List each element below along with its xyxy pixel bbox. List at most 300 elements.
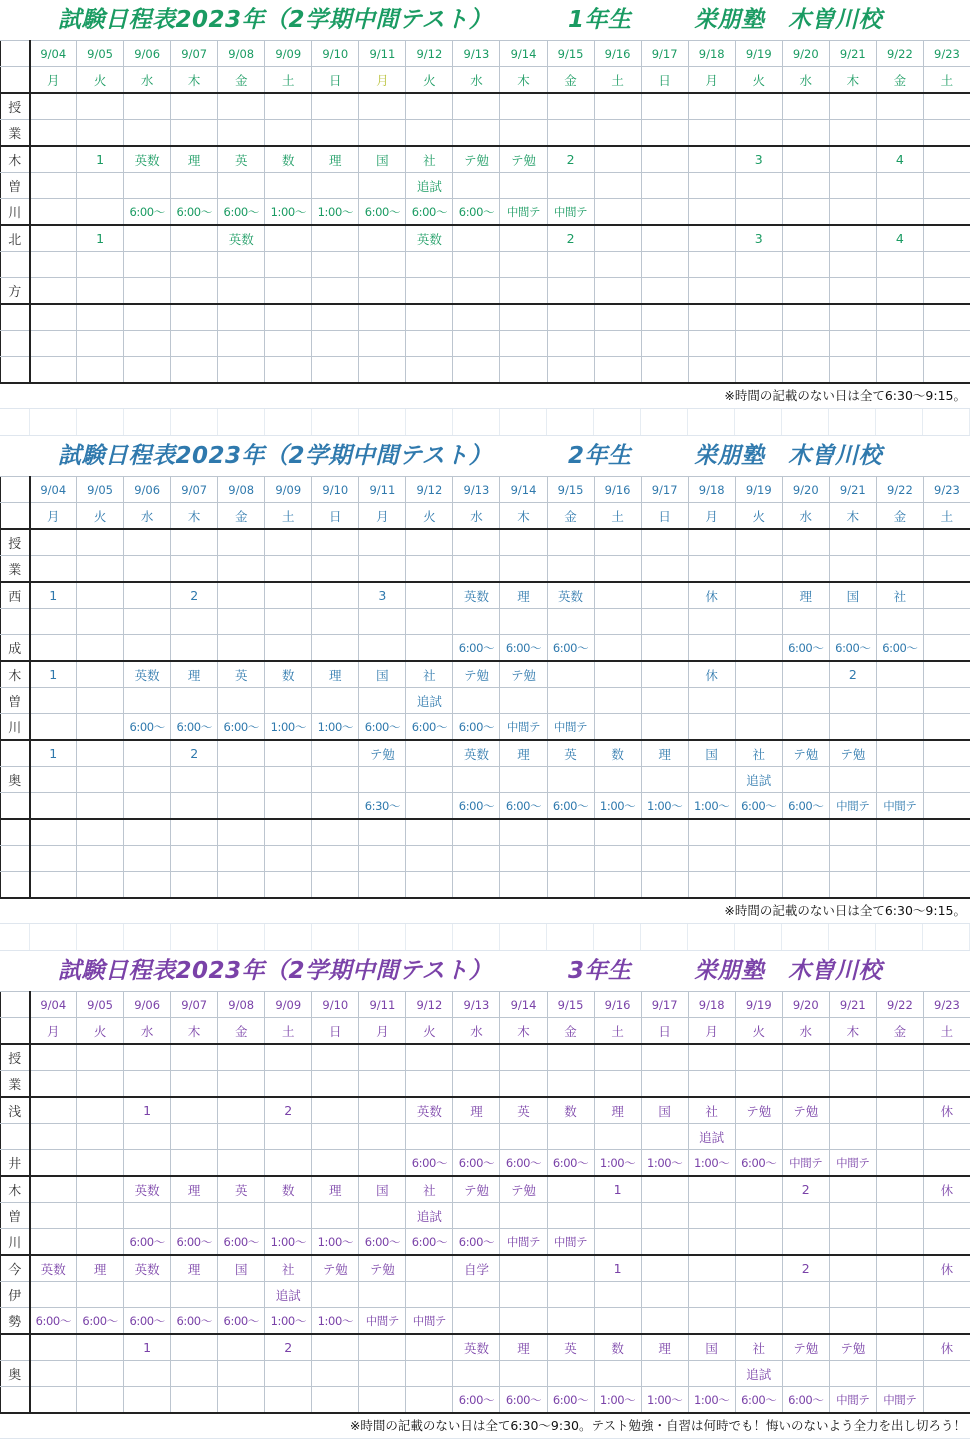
- schedule-cell: [218, 740, 265, 767]
- schedule-cell: [30, 1071, 77, 1098]
- weekday-cell: 日: [312, 503, 359, 530]
- schedule-cell: 英数: [453, 1334, 500, 1361]
- schedule-cell: [77, 582, 124, 609]
- schedule-cell: [406, 793, 453, 820]
- date-cell: 9/20: [782, 477, 829, 503]
- schedule-cell: [735, 714, 782, 741]
- schedule-cell: [406, 556, 453, 583]
- schedule-cell: [688, 120, 735, 147]
- schedule-cell: 6:00～: [124, 1308, 171, 1335]
- schedule-cell: [218, 1361, 265, 1387]
- schedule-cell: [547, 1071, 594, 1098]
- schedule-cell: [359, 767, 406, 793]
- schedule-cell: 6:00～: [171, 199, 218, 226]
- schedule-cell: [547, 278, 594, 305]
- schedule-cell: [547, 357, 594, 384]
- schedule-cell: [124, 1044, 171, 1071]
- schedule-cell: [312, 1282, 359, 1308]
- weekday-cell: 金: [876, 503, 923, 530]
- schedule-cell: [829, 1203, 876, 1229]
- schedule-cell: [124, 252, 171, 278]
- schedule-cell: [923, 146, 970, 173]
- date-cell: 9/05: [77, 992, 124, 1018]
- schedule-cell: [876, 1150, 923, 1177]
- spacer-row: [0, 409, 970, 436]
- weekday-cell: 木: [171, 67, 218, 94]
- schedule-cell: [30, 146, 77, 173]
- weekday-cell: 月: [359, 1018, 406, 1045]
- row-label: [1, 357, 30, 384]
- date-cell: 9/10: [312, 992, 359, 1018]
- schedule-cell: [688, 278, 735, 305]
- schedule-cell: [30, 529, 77, 556]
- schedule-cell: [547, 1282, 594, 1308]
- schedule-cell: [359, 1150, 406, 1177]
- schedule-cell: 6:00～: [782, 1387, 829, 1414]
- row-label: 授: [1, 529, 30, 556]
- schedule-row: [1, 1361, 970, 1387]
- schedule-cell: [641, 93, 688, 120]
- schedule-cell: [406, 331, 453, 357]
- weekday-cell: 月: [359, 67, 406, 94]
- schedule-cell: [876, 688, 923, 714]
- weekday-cell: 火: [77, 67, 124, 94]
- schedule-cell: [406, 357, 453, 384]
- schedule-cell: [218, 173, 265, 199]
- schedule-cell: [453, 93, 500, 120]
- schedule-cell: [594, 199, 641, 226]
- schedule-cell: 理: [171, 146, 218, 173]
- schedule-cell: [218, 1387, 265, 1414]
- row-label: 川: [1, 1229, 30, 1256]
- date-cell: 9/07: [171, 41, 218, 67]
- schedule-cell: [124, 278, 171, 305]
- date-cell: 9/12: [406, 41, 453, 67]
- schedule-cell: [312, 1044, 359, 1071]
- schedule-cell: [77, 1361, 124, 1387]
- date-cell: 9/16: [594, 992, 641, 1018]
- schedule-cell: [829, 331, 876, 357]
- schedule-cell: [453, 357, 500, 384]
- row-label: [1, 1124, 30, 1150]
- weekday-cell: 日: [641, 67, 688, 94]
- schedule-cell: [77, 1203, 124, 1229]
- footnote: ※時間の記載のない日は全て6:30～9:15。: [0, 899, 970, 924]
- date-cell: 9/14: [500, 992, 547, 1018]
- schedule-cell: [265, 304, 312, 331]
- schedule-cell: [218, 556, 265, 583]
- weekday-cell: 木: [500, 1018, 547, 1045]
- date-cell: 9/19: [735, 992, 782, 1018]
- schedule-cell: [876, 609, 923, 635]
- schedule-cell: [171, 225, 218, 252]
- schedule-cell: [453, 225, 500, 252]
- schedule-cell: [782, 1203, 829, 1229]
- date-cell: 9/20: [782, 992, 829, 1018]
- schedule-cell: 6:00～: [218, 714, 265, 741]
- date-cell: 9/23: [923, 41, 970, 67]
- schedule-cell: [171, 793, 218, 820]
- schedule-cell: [594, 1229, 641, 1256]
- schedule-cell: [641, 304, 688, 331]
- schedule-row: [1, 1334, 970, 1361]
- schedule-cell: [30, 688, 77, 714]
- schedule-cell: [594, 635, 641, 662]
- schedule-cell: [547, 93, 594, 120]
- schedule-cell: 休: [688, 661, 735, 688]
- schedule-cell: [77, 635, 124, 662]
- schedule-cell: [782, 1282, 829, 1308]
- row-label: [1, 740, 30, 767]
- schedule-cell: 3: [359, 582, 406, 609]
- schedule-cell: [312, 1071, 359, 1098]
- weekday-cell: 土: [594, 1018, 641, 1045]
- schedule-cell: 理: [500, 582, 547, 609]
- date-cell: 9/06: [124, 992, 171, 1018]
- schedule-cell: [688, 1044, 735, 1071]
- schedule-cell: [77, 1071, 124, 1098]
- schedule-cell: [30, 225, 77, 252]
- schedule-cell: [688, 93, 735, 120]
- schedule-cell: 6:00～: [500, 1387, 547, 1414]
- schedule-cell: [923, 199, 970, 226]
- schedule-cell: 6:00～: [124, 1229, 171, 1256]
- schedule-cell: [641, 1176, 688, 1203]
- schedule-cell: [735, 846, 782, 872]
- date-cell: 9/12: [406, 477, 453, 503]
- schedule-cell: [359, 609, 406, 635]
- schedule-cell: [641, 1255, 688, 1282]
- weekday-cell: 金: [547, 503, 594, 530]
- schedule-cell: 6:00～: [782, 793, 829, 820]
- schedule-cell: [782, 304, 829, 331]
- date-cell: 9/14: [500, 477, 547, 503]
- schedule-cell: 中間テ: [829, 793, 876, 820]
- schedule-cell: [171, 93, 218, 120]
- date-header-row: [1, 992, 970, 1018]
- schedule-cell: [735, 661, 782, 688]
- row-label: 授: [1, 93, 30, 120]
- schedule-cell: [171, 252, 218, 278]
- schedule-cell: [782, 819, 829, 846]
- weekday-cell: 日: [641, 503, 688, 530]
- schedule-cell: [265, 1361, 312, 1387]
- schedule-cell: [30, 252, 77, 278]
- schedule-cell: [829, 357, 876, 384]
- schedule-cell: [782, 357, 829, 384]
- schedule-cell: [77, 714, 124, 741]
- schedule-cell: 国: [359, 146, 406, 173]
- schedule-cell: [876, 714, 923, 741]
- schedule-cell: 国: [359, 1176, 406, 1203]
- schedule-cell: [218, 767, 265, 793]
- schedule-cell: テ勉: [829, 740, 876, 767]
- schedule-cell: [359, 93, 406, 120]
- weekday-cell: 日: [312, 67, 359, 94]
- schedule-cell: [265, 582, 312, 609]
- weekday-cell: 土: [923, 67, 970, 94]
- schedule-cell: 中間テ: [500, 199, 547, 226]
- schedule-cell: [265, 556, 312, 583]
- schedule-cell: [359, 1334, 406, 1361]
- schedule-cell: 国: [688, 1334, 735, 1361]
- schedule-cell: [876, 252, 923, 278]
- schedule-cell: [30, 1361, 77, 1387]
- schedule-cell: [30, 1334, 77, 1361]
- schedule-cell: [77, 331, 124, 357]
- schedule-cell: [829, 1229, 876, 1256]
- schedule-cell: 6:00～: [30, 1308, 77, 1335]
- schedule-cell: [218, 120, 265, 147]
- schedule-cell: 追試: [406, 688, 453, 714]
- schedule-cell: 6:00～: [218, 1308, 265, 1335]
- weekday-cell: 火: [406, 503, 453, 530]
- schedule-cell: [359, 173, 406, 199]
- row-label: 北: [1, 225, 30, 252]
- schedule-cell: [312, 1361, 359, 1387]
- schedule-row: [1, 1229, 970, 1256]
- schedule-cell: [829, 819, 876, 846]
- schedule-cell: [171, 1361, 218, 1387]
- schedule-cell: [594, 1044, 641, 1071]
- schedule-cell: [500, 1203, 547, 1229]
- schedule-cell: [641, 661, 688, 688]
- schedule-row: [1, 146, 970, 173]
- schedule-cell: [735, 635, 782, 662]
- schedule-row: [1, 331, 970, 357]
- schedule-cell: 追試: [265, 1282, 312, 1308]
- schedule-cell: [782, 120, 829, 147]
- schedule-cell: [641, 1282, 688, 1308]
- schedule-cell: [359, 1124, 406, 1150]
- schedule-cell: [688, 556, 735, 583]
- schedule-cell: [500, 1044, 547, 1071]
- schedule-cell: 6:00～: [453, 635, 500, 662]
- schedule-cell: [406, 1071, 453, 1098]
- schedule-cell: [547, 173, 594, 199]
- schedule-cell: [923, 120, 970, 147]
- schedule-cell: [312, 740, 359, 767]
- schedule-cell: [782, 1044, 829, 1071]
- schedule-cell: 1:00～: [641, 1150, 688, 1177]
- schedule-cell: [124, 1124, 171, 1150]
- schedule-cell: [829, 93, 876, 120]
- schedule-cell: [782, 714, 829, 741]
- row-label: 川: [1, 199, 30, 226]
- schedule-cell: [124, 740, 171, 767]
- schedule-row: [1, 793, 970, 820]
- date-cell: 9/12: [406, 992, 453, 1018]
- schedule-cell: [688, 146, 735, 173]
- schedule-cell: 社: [735, 740, 782, 767]
- schedule-cell: [500, 331, 547, 357]
- schedule-cell: [171, 1387, 218, 1414]
- schedule-cell: [876, 304, 923, 331]
- schedule-cell: [688, 173, 735, 199]
- schedule-cell: [923, 1361, 970, 1387]
- schedule-cell: 1:00～: [265, 1229, 312, 1256]
- schedule-cell: [77, 1097, 124, 1124]
- schedule-cell: 2: [547, 225, 594, 252]
- schedule-cell: [641, 120, 688, 147]
- schedule-cell: [829, 278, 876, 305]
- schedule-cell: 中間テ: [547, 714, 594, 741]
- row-label: [1, 1334, 30, 1361]
- schedule-cell: [782, 1361, 829, 1387]
- schedule-row: [1, 252, 970, 278]
- schedule-row: [1, 1387, 970, 1414]
- schedule-cell: 1: [77, 225, 124, 252]
- schedule-cell: [594, 120, 641, 147]
- schedule-cell: [876, 1229, 923, 1256]
- schedule-cell: 6:00～: [735, 793, 782, 820]
- schedule-cell: [688, 199, 735, 226]
- weekday-cell: 水: [782, 67, 829, 94]
- schedule-cell: [735, 278, 782, 305]
- schedule-cell: [641, 1044, 688, 1071]
- schedule-cell: 理: [312, 146, 359, 173]
- schedule-cell: [77, 661, 124, 688]
- schedule-cell: 中間テ: [829, 1387, 876, 1414]
- weekday-cell: 木: [829, 67, 876, 94]
- schedule-cell: 6:00～: [124, 714, 171, 741]
- schedule-cell: 1:00～: [312, 1308, 359, 1335]
- row-label: [1, 331, 30, 357]
- schedule-cell: [171, 357, 218, 384]
- schedule-cell: [77, 120, 124, 147]
- schedule-cell: 2: [829, 661, 876, 688]
- schedule-cell: [218, 582, 265, 609]
- schedule-cell: 2: [782, 1255, 829, 1282]
- schedule-row: [1, 1282, 970, 1308]
- schedule-cell: [312, 1387, 359, 1414]
- schedule-cell: [312, 278, 359, 305]
- schedule-cell: [265, 793, 312, 820]
- schedule-cell: [312, 767, 359, 793]
- date-cell: 9/08: [218, 477, 265, 503]
- title-school: 栄朋塾 木曽川校: [694, 951, 882, 991]
- schedule-cell: 6:00～: [218, 1229, 265, 1256]
- date-cell: 9/06: [124, 477, 171, 503]
- schedule-cell: [547, 1308, 594, 1335]
- schedule-cell: 休: [923, 1334, 970, 1361]
- schedule-cell: [453, 304, 500, 331]
- row-label: 今: [1, 1255, 30, 1282]
- schedule-cell: 1: [30, 661, 77, 688]
- weekday-cell: 月: [30, 67, 77, 94]
- row-label: 浅: [1, 1097, 30, 1124]
- row-label: [1, 846, 30, 872]
- date-cell: 9/16: [594, 41, 641, 67]
- schedule-cell: [735, 173, 782, 199]
- schedule-cell: 社: [876, 582, 923, 609]
- schedule-cell: [265, 1044, 312, 1071]
- schedule-cell: [124, 529, 171, 556]
- schedule-cell: [124, 304, 171, 331]
- weekday-cell: 土: [265, 503, 312, 530]
- schedule-cell: [218, 1044, 265, 1071]
- schedule-cell: [312, 1097, 359, 1124]
- schedule-cell: [547, 872, 594, 899]
- weekday-cell: 月: [688, 1018, 735, 1045]
- schedule-cell: 1:00～: [265, 1308, 312, 1335]
- schedule-cell: [218, 793, 265, 820]
- schedule-cell: [876, 173, 923, 199]
- schedule-cell: [124, 1203, 171, 1229]
- date-cell: 9/17: [641, 477, 688, 503]
- schedule-cell: [594, 1203, 641, 1229]
- date-cell: 9/04: [30, 992, 77, 1018]
- schedule-cell: 休: [688, 582, 735, 609]
- schedule-cell: 追試: [406, 1203, 453, 1229]
- schedule-cell: [547, 331, 594, 357]
- schedule-cell: [547, 1203, 594, 1229]
- schedule-cell: [406, 582, 453, 609]
- schedule-cell: 中間テ: [829, 1150, 876, 1177]
- schedule-cell: 中間テ: [500, 714, 547, 741]
- schedule-cell: [500, 252, 547, 278]
- schedule-cell: [171, 1097, 218, 1124]
- schedule-cell: [77, 529, 124, 556]
- schedule-cell: [218, 304, 265, 331]
- schedule-cell: [547, 120, 594, 147]
- weekday-cell: 土: [265, 1018, 312, 1045]
- date-cell: 9/04: [30, 477, 77, 503]
- schedule-cell: [312, 688, 359, 714]
- schedule-cell: [594, 331, 641, 357]
- schedule-cell: [77, 793, 124, 820]
- date-cell: 9/20: [782, 41, 829, 67]
- title-grade: 3年生: [568, 951, 694, 991]
- schedule-cell: 2: [265, 1334, 312, 1361]
- schedule-cell: [641, 688, 688, 714]
- schedule-cell: 6:00～: [359, 199, 406, 226]
- weekday-cell: 金: [876, 67, 923, 94]
- schedule-cell: [782, 846, 829, 872]
- schedule-cell: 英数: [124, 146, 171, 173]
- schedule-cell: [500, 556, 547, 583]
- schedule-cell: [312, 225, 359, 252]
- schedule-cell: [453, 767, 500, 793]
- schedule-cell: [406, 278, 453, 305]
- schedule-cell: 社: [688, 1097, 735, 1124]
- schedule-cell: 6:00～: [547, 1387, 594, 1414]
- row-label: 授: [1, 1044, 30, 1071]
- schedule-cell: [218, 252, 265, 278]
- weekday-cell: 日: [641, 1018, 688, 1045]
- schedule-cell: テ勉: [500, 661, 547, 688]
- schedule-cell: 追試: [735, 1361, 782, 1387]
- schedule-cell: [923, 1150, 970, 1177]
- schedule-cell: [829, 146, 876, 173]
- weekday-cell: 木: [171, 503, 218, 530]
- weekday-cell: 木: [829, 1018, 876, 1045]
- schedule-cell: [30, 714, 77, 741]
- schedule-cell: 1:00～: [688, 793, 735, 820]
- date-cell: 9/13: [453, 992, 500, 1018]
- schedule-cell: [782, 529, 829, 556]
- schedule-cell: [594, 819, 641, 846]
- schedule-cell: [406, 120, 453, 147]
- spacer-row: [0, 924, 970, 951]
- schedule-cell: [782, 93, 829, 120]
- schedule-cell: 6:00～: [500, 793, 547, 820]
- schedule-cell: [641, 714, 688, 741]
- schedule-row: [1, 556, 970, 583]
- schedule-cell: [876, 120, 923, 147]
- schedule-row: [1, 1044, 970, 1071]
- schedule-row: [1, 872, 970, 899]
